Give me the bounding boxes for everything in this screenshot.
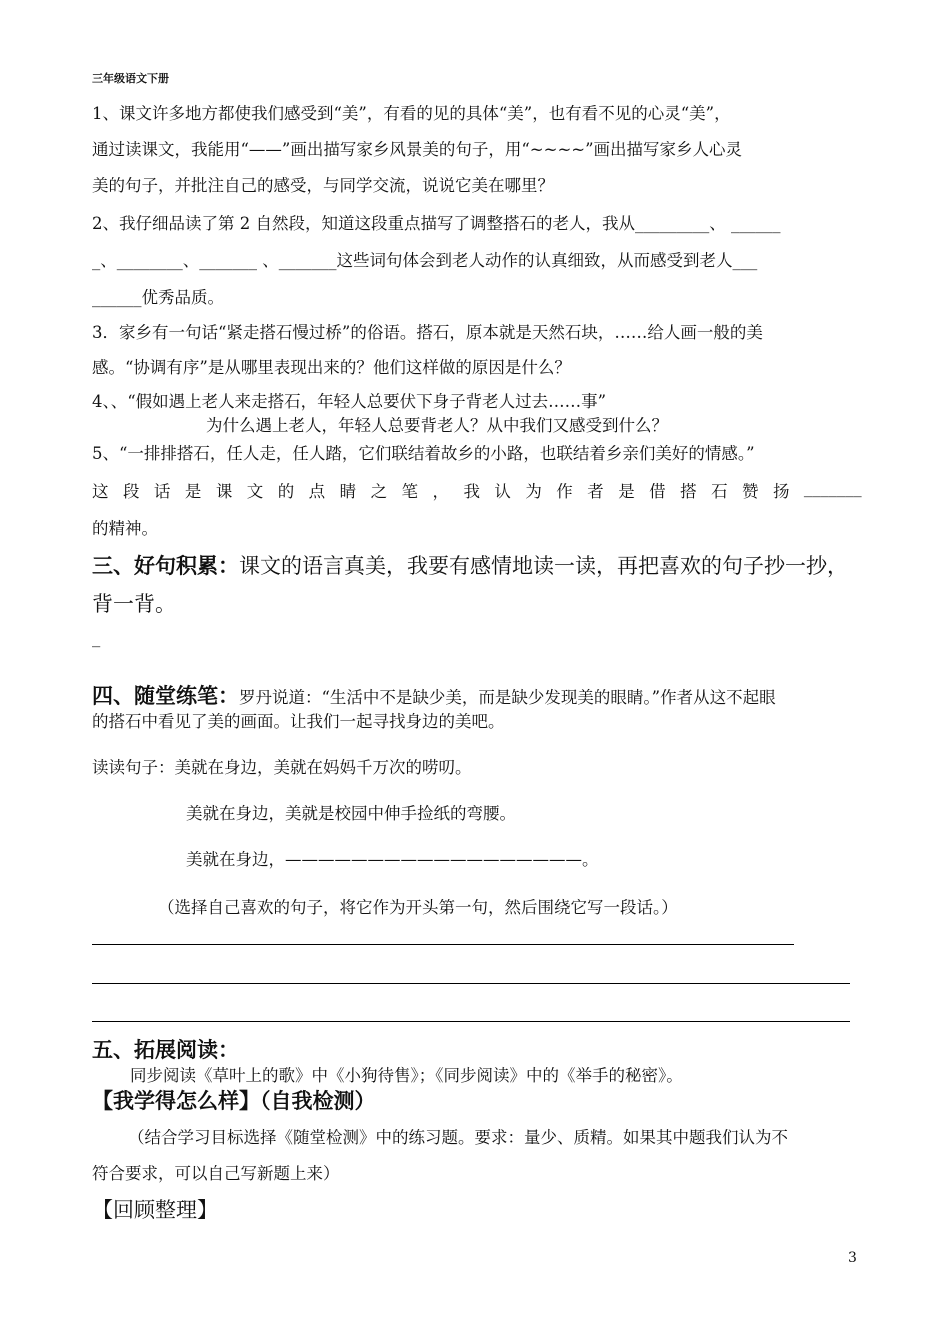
writing-line-3 [92,1021,850,1022]
q5-char: 睛 [339,482,357,501]
q5-char: 的 [277,482,295,501]
q2-line-1: 2、我仔细品读了第 2 自然段，知道这段重点描写了调整搭石的老人，我从_________、 ______ [92,214,781,233]
q1-line-1: 1、课文许多地方都使我们感受到“美”，有看的见的具体“美”，也有看不见的心灵“美”， [92,104,731,123]
section-4-line-2: 的搭石中看见了美的画面。让我们一起寻找身边的美吧。 [92,712,505,731]
self-check-line-1: （结合学习目标选择《随堂检测》中的练习题。要求：量少、质精。如果其中题我们认为不 [128,1128,788,1147]
section-3-text: 课文的语言真美，我要有感情地读一读，再把喜欢的句子抄一抄， [239,554,848,578]
q5-char: 这 [92,482,109,501]
section-4-line-1 [92,680,776,710]
q5-line-2 [92,478,862,502]
q5-char: 我 [463,482,480,501]
section-3-line-1 [92,550,848,580]
q5-line-3: 的精神。 [92,519,158,538]
page-number: 3 [848,1250,857,1266]
q5-char: 段 [122,482,140,501]
q1-line-3: 美的句子，并批注自己的感受，与同学交流，说说它美在哪里？ [92,176,554,195]
q2-line-3: ______优秀品质。 [92,288,224,307]
q3-line-1: 3．家乡有一句话“紧走搭石慢过桥”的俗语。搭石，原本就是天然石块，……给人画一般的美 [92,323,763,342]
self-check-title: 【我学得怎么样】（自我检测） [92,1088,376,1113]
q5-char: 点 [308,482,326,501]
q5-char: 借 [649,482,666,501]
read-sentence-2: 美就在身边，美就是校园中伸手捡纸的弯腰。 [186,804,516,823]
q5-char: 扬 [772,482,790,501]
q5-char: 认 [494,482,511,501]
section-3-blank: _ [92,628,101,647]
q2-line-2: _、________、_______ 、_______这些词句体会到老人动作的认真细致，从而感受到老人___ [92,251,758,270]
q5-char: 赞 [742,482,759,501]
q1-line-2: 通过读课文，我能用“——”画出描写家乡风景美的句子，用“~~~~”画出描写家乡人心灵 [92,140,743,159]
q5-char: 笔 [401,482,419,501]
q5-char: 搭 [680,482,697,501]
section-4-text: 罗丹说道：“生活中不是缺少美，而是缺少发现美的眼睛。”作者从这不起眼 [239,688,776,707]
q5-char: 之 [370,482,388,501]
section-5-text: 同步阅读《草叶上的歌》中《小狗待售》；《同步阅读》中的《举手的秘密》。 [130,1066,683,1085]
q5-char: 课 [215,482,233,501]
writing-instruction: （选择自己喜欢的句子，将它作为开头第一句，然后围绕它写一段话。） [158,898,678,917]
section-5-title: 五、拓展阅读： [92,1037,239,1062]
q4-line-2: 为什么遇上老人，年轻人总要背老人？从中我们又感受到什么？ [206,416,668,435]
self-check-line-2: 符合要求，可以自己写新题上来） [92,1164,340,1183]
writing-line-1 [92,944,794,945]
q5-char: 者 [587,482,604,501]
running-header: 三年级语文下册 [92,72,169,85]
read-sentence-3: 美就在身边，——————————————————。 [186,850,599,869]
section-3-line-2: 背一背。 [92,592,176,616]
q5-char: 石 [711,482,728,501]
q5-char: 作 [556,482,573,501]
q5-char: 话 [153,482,171,501]
q5-char: 文 [246,482,264,501]
q5-char: 是 [184,482,202,501]
read-sentence-1: 读读句子：美就在身边，美就在妈妈千万次的唠叨。 [92,758,472,777]
section-3-title: 三、好句积累： [92,553,239,578]
q5-char: 为 [525,482,542,501]
q4-line-1: 4、、“假如遇上老人来走搭石，年轻人总要伏下身子背老人过去……事” [92,392,607,411]
q3-line-2: 感。“协调有序”是从哪里表现出来的？他们这样做的原因是什么？ [92,358,571,377]
q5-blank: _______ [803,478,862,497]
review-title: 【回顾整理】 [92,1198,218,1222]
section-4-title: 四、随堂练笔： [92,683,239,708]
writing-line-2 [92,983,850,984]
q5-line-1: 5、“一排排搭石，任人走，任人踏，它们联结着故乡的小路，也联结着乡亲们美好的情感。” [92,444,755,463]
q5-char: ， [432,482,449,501]
q5-char: 是 [618,482,635,501]
